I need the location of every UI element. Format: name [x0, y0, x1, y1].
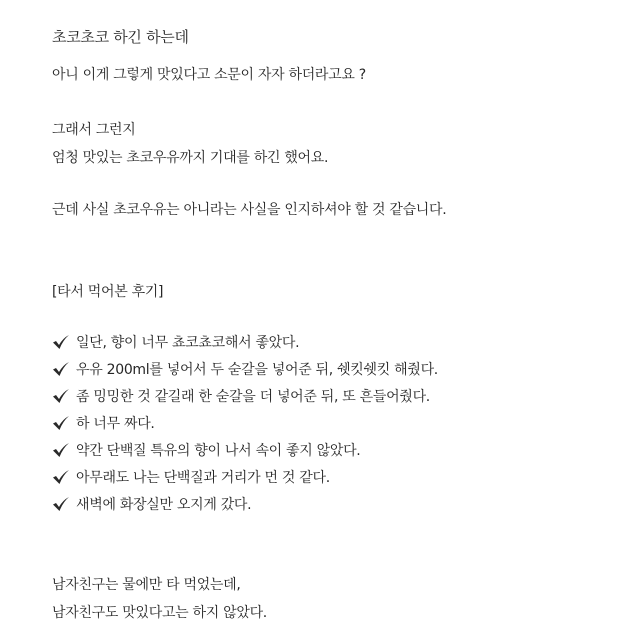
review-item: [52, 387, 430, 407]
checkmark-icon: [52, 361, 70, 377]
review-item-text: 좀 밍밍한 것 같길래 한 숟갈을 더 넣어준 뒤, 또 흔들어줬다.: [76, 389, 430, 405]
paragraph-line: 근데 사실 초코우유는 아니라는 사실을 인지하셔야 할 것 같습니다.: [52, 202, 447, 218]
review-heading: [타서 먹어본 후기]: [52, 284, 164, 300]
checkmark-icon: [52, 334, 70, 350]
review-item-text: 새벽에 화장실만 오지게 갔다.: [76, 497, 252, 513]
checkmark-icon: [52, 496, 70, 512]
checkmark-icon: [52, 442, 70, 458]
review-item-text: 아무래도 나는 단백질과 거리가 먼 것 같다.: [76, 470, 330, 486]
review-item: [52, 495, 251, 515]
review-item-text: 일단, 향이 너무 쵸코쵸코해서 좋았다.: [76, 335, 300, 351]
review-item-text: 하 너무 짜다.: [76, 416, 155, 432]
review-item: [52, 414, 155, 434]
checkmark-icon: [52, 388, 70, 404]
review-item-text: 약간 단백질 특유의 향이 나서 속이 좋지 않았다.: [76, 443, 361, 459]
closing-line: 남자친구도 맛있다고는 하지 않았다.: [52, 605, 267, 621]
review-item-text: 우유 200ml를 넣어서 두 숟갈을 넣어준 뒤, 쉣킷쉣킷 해줬다.: [76, 362, 438, 378]
review-item: [52, 333, 299, 353]
document-title: 초코초코 하긴 하는데: [52, 28, 189, 46]
checkmark-icon: [52, 469, 70, 485]
intro-text: 아니 이게 그렇게 맛있다고 소문이 자자 하더라고요 ?: [52, 67, 366, 83]
closing-line: 남자친구는 물에만 타 먹었는데,: [52, 577, 241, 593]
checkmark-icon: [52, 415, 70, 431]
review-item: [52, 468, 330, 488]
review-item: [52, 360, 438, 380]
paragraph-line: 그래서 그런지: [52, 122, 136, 138]
review-item: [52, 441, 360, 461]
paragraph-line: 엄청 맛있는 초코우유까지 기대를 하긴 했어요.: [52, 150, 329, 166]
